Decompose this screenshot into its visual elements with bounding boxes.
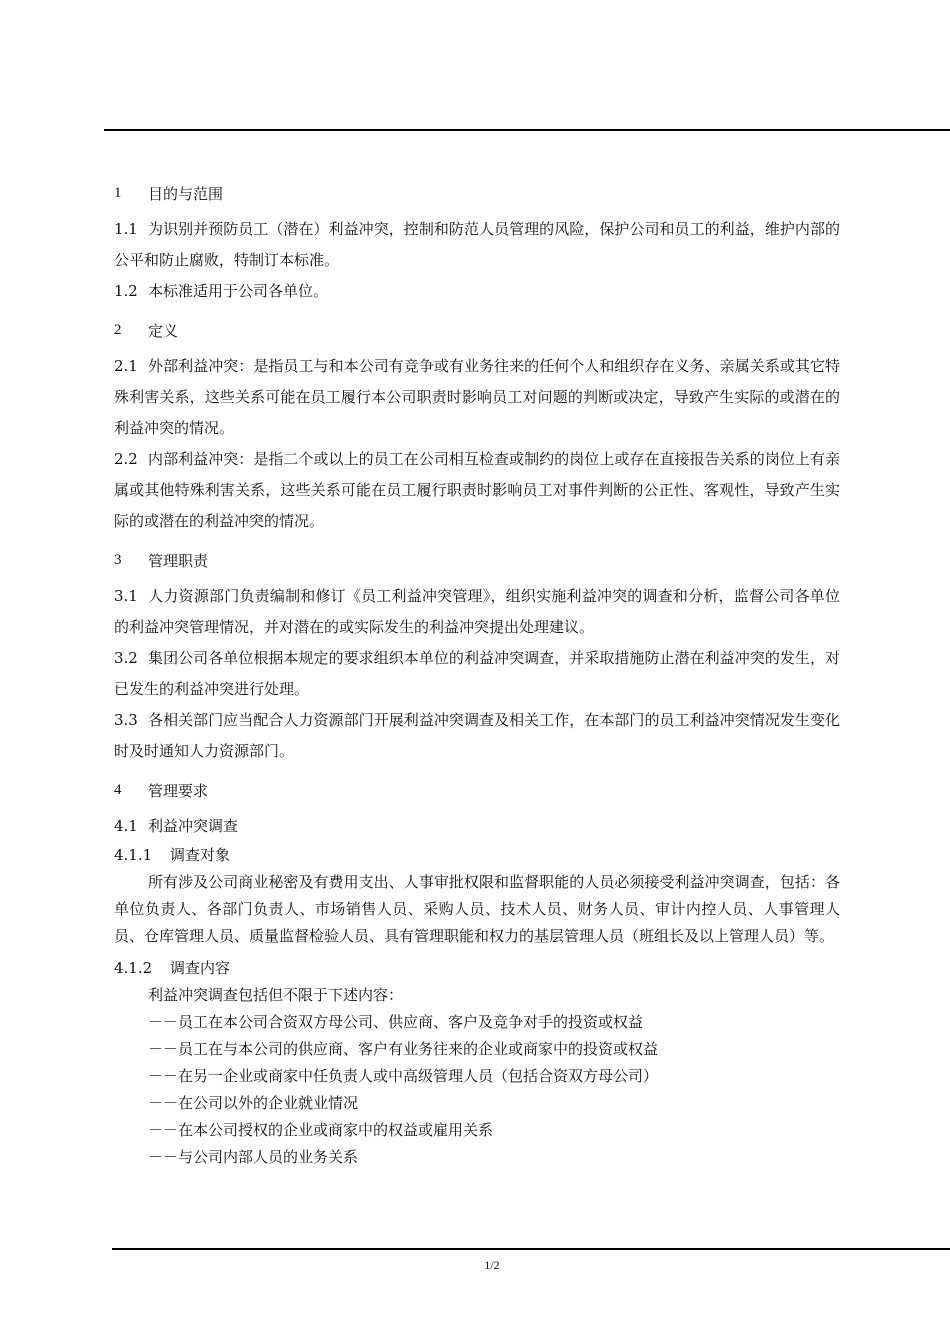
list-item: －－员工在与本公司的供应商、客户有业务往来的企业或商家中的投资或权益	[148, 1040, 659, 1058]
paragraph-3-2: 3.2 集团公司各单位根据本规定的要求组织本单位的利益冲突调查，并采取措施防止潜在利益冲突的发生，对已发生的利益冲突进行处理。	[114, 649, 840, 698]
paragraph-4-1-1-body: 所有涉及公司商业秘密及有费用支出、人事审批权限和监督职能的人员必须接受利益冲突调查，包括：各单位负责人、各部门负责人、市场销售人员、采购人员、技术人员、财务人员、审计内控人员、人事管理人员、仓库管理人员、质量监督检验人员、具有管理职能和权力的基层管理人员（班组长及以上管理人员）等。	[114, 873, 840, 945]
subsection-4-1-2: 4.1.2 调查内容	[114, 959, 231, 977]
subsection-4-1-1: 4.1.1 调查对象	[114, 846, 231, 864]
list-item: －－与公司内部人员的业务关系	[148, 1148, 359, 1166]
section-title: 管理要求	[148, 781, 209, 800]
section-heading-4: 4 管理要求	[114, 781, 209, 800]
section-title: 目的与范围	[148, 184, 224, 203]
paragraph-2-1: 2.1 外部利益冲突：是指员工与和本公司有竞争或有业务往来的任何个人和组织存在义务、亲属关系或其它特殊利害关系，这些关系可能在员工履行本公司职责时影响员工对问题的判断或决定，导致产生实际的或潜在的利益冲突的情况。	[114, 357, 840, 437]
list-item: －－在另一企业或商家中任负责人或中高级管理人员（包括合资双方母公司）	[148, 1067, 659, 1085]
paragraph-3-3: 3.3 各相关部门应当配合人力资源部门开展利益冲突调查及相关工作，在本部门的员工利益冲突情况发生变化时及时通知人力资源部门。	[114, 711, 840, 760]
document-body	[114, 178, 840, 1171]
header-rule	[104, 129, 950, 131]
paragraph-3-1: 3.1 人力资源部门负责编制和修订《员工利益冲突管理》，组织实施利益冲突的调查和分析，监督公司各单位的利益冲突管理情况，并对潜在的或实际发生的利益冲突提出处理建议。	[114, 587, 840, 636]
section-heading-1: 1 目的与范围	[114, 184, 224, 203]
paragraph-4-1-2-intro: 利益冲突调查包括但不限于下述内容：	[148, 986, 404, 1004]
section-title: 定义	[148, 321, 179, 340]
section-heading-2: 2 定义	[114, 321, 179, 340]
survey-content-list	[114, 1009, 840, 1171]
footer-rule	[112, 1248, 950, 1250]
paragraph-1-1: 1.1 为识别并预防员工（潜在）利益冲突，控制和防范人员管理的风险，保护公司和员工的利益，维护内部的公平和防止腐败，特制订本标准。	[114, 220, 840, 269]
list-item: －－在本公司授权的企业或商家中的权益或雇用关系	[148, 1121, 494, 1139]
paragraph-4-1: 4.1 利益冲突调查	[114, 817, 239, 835]
paragraph-2-2: 2.2 内部利益冲突：是指二个或以上的员工在公司相互检查或制约的岗位上或存在直接报告关系的岗位上有亲属或其他特殊利害关系，这些关系可能在员工履行职责时影响员工对事件判断的公正性、客观性，导致产生实际的或潜在的利益冲突的情况。	[114, 450, 840, 530]
paragraph-1-2: 1.2 本标准适用于公司各单位。	[114, 282, 329, 300]
list-item: －－员工在本公司合资双方母公司、供应商、客户及竞争对手的投资或权益	[148, 1013, 644, 1031]
section-title: 管理职责	[148, 551, 209, 570]
list-item: －－在公司以外的企业就业情况	[148, 1094, 359, 1112]
section-heading-3: 3 管理职责	[114, 551, 209, 570]
page-number: 1/2	[484, 1258, 500, 1272]
